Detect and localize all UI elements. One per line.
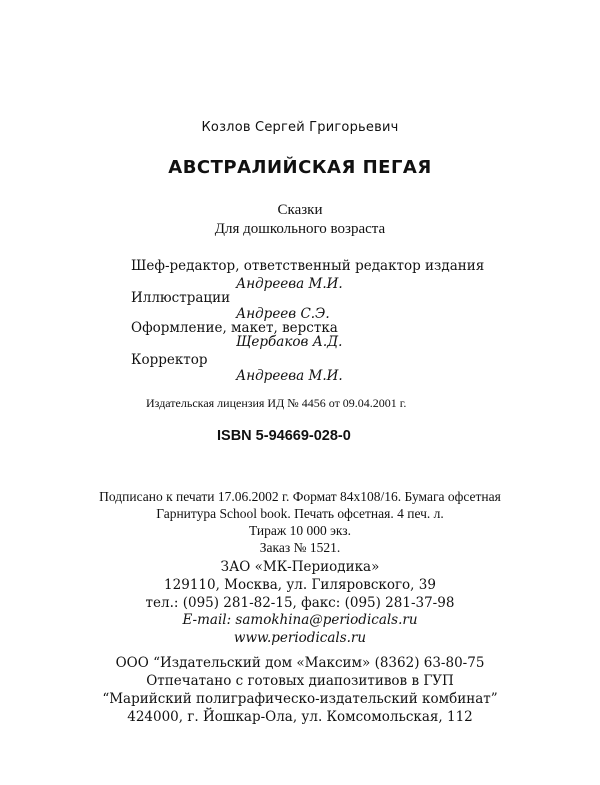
credit-name-layout: Щербаков А.Д. [236,334,343,350]
imprint-line-typeface: Гарнитура School book. Печать офсетная. 4 печ. л. [156,506,444,521]
publishing-license: Издательская лицензия ИД № 4456 от 09.04.2001 г. [146,396,407,410]
publisher-email: E-mail: samokhina@periodicals.ru [182,612,418,628]
imprint-line-print-run: Тираж 10 000 экз. [249,523,351,538]
publisher-phones: тел.: (095) 281-82-15, факс: (095) 281-37-98 [145,595,455,611]
credit-role-illustrations: Иллюстрации [131,290,231,306]
printer-line-publishing-house: ООО “Издательский дом «Максим» (8362) 63-80-75 [115,655,485,671]
book-title: АВСТРАЛИЙСКАЯ ПЕГАЯ [168,157,432,178]
age-group-label: Для дошкольного возраста [214,221,386,237]
imprint-line-order: Заказ № 1521. [259,540,341,555]
credit-name-chief-editor: Андреева М.И. [236,276,343,292]
genre-label: Сказки [277,202,323,218]
publisher-website: www.periodicals.ru [233,630,367,646]
credit-name-proofreader: Андреева М.И. [236,368,343,384]
publisher-name: ЗАО «МК-Периодика» [220,559,380,575]
printer-line-address: 424000, г. Йошкар-Ола, ул. Комсомольская, 112 [127,709,473,725]
isbn-number: ISBN 5-94669-028-0 [217,428,351,444]
imprint-line-print-date: Подписано к печати 17.06.2002 г. Формат 84x108/16. Бумага офсетная [99,489,501,504]
printer-line-printed-from: Отпечатано с готовых диапозитивов в ГУП [146,673,454,689]
credit-role-proofreader: Корректор [131,352,208,368]
credit-role-chief-editor: Шеф-редактор, ответственный редактор издания [131,258,485,274]
credit-name-illustrations: Андреев С.Э. [236,306,330,322]
printer-line-plant-name: “Марийский полиграфическо-издательский комбинат” [102,691,498,707]
author-name: Козлов Сергей Григорьевич [201,120,399,135]
credit-role-layout: Оформление, макет, верстка [131,320,338,336]
publisher-address: 129110, Москва, ул. Гиляровского, 39 [164,577,436,593]
